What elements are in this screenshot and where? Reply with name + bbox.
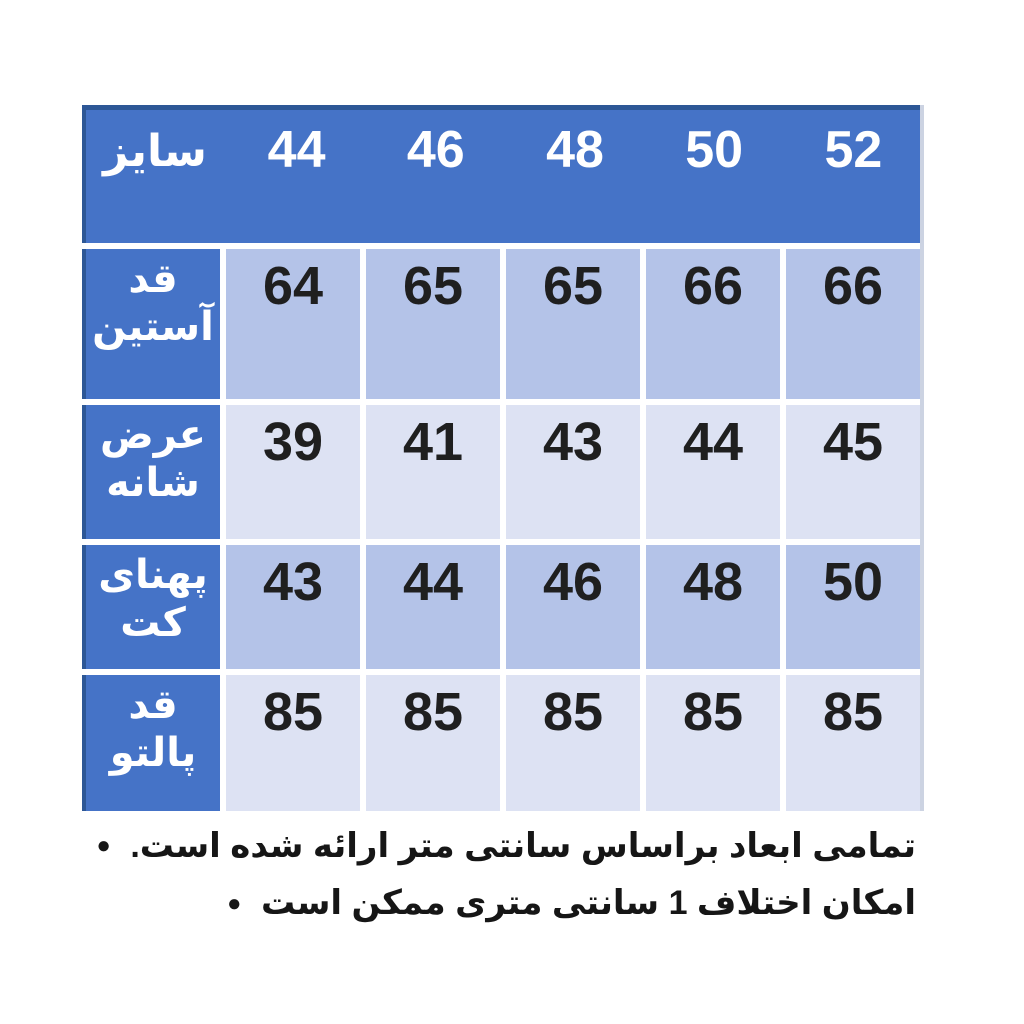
header-size-cell: 52 [824, 121, 883, 179]
data-cell: 46 [506, 545, 640, 669]
header-size-cell: 46 [406, 121, 465, 179]
data-cell: 43 [506, 405, 640, 539]
data-cell: 44 [646, 405, 780, 539]
row-label-sleeve-length: قد آستین [82, 249, 220, 399]
data-cell: 50 [786, 545, 920, 669]
data-cell: 64 [226, 249, 360, 399]
data-cell: 66 [646, 249, 780, 399]
footnotes [82, 824, 916, 938]
header-size-cell: 50 [685, 121, 744, 179]
table-header-row [82, 105, 920, 243]
data-cell: 85 [786, 675, 920, 811]
header-size-cell: 48 [546, 121, 604, 179]
data-cell: 85 [646, 675, 780, 811]
data-cell: 41 [366, 405, 500, 539]
footnote-text: تمامی ابعاد براساس سانتی متر ارائه شده است. [130, 827, 916, 865]
data-cell: 48 [646, 545, 780, 669]
bullet-icon: ● [96, 832, 111, 860]
data-cell: 65 [366, 249, 500, 399]
row-label-coat-length: قد پالتو [82, 675, 220, 811]
data-cell: 66 [786, 249, 920, 399]
data-cell: 45 [786, 405, 920, 539]
data-cell: 85 [226, 675, 360, 811]
data-cell: 44 [366, 545, 500, 669]
header-size-cell: 44 [267, 121, 326, 179]
data-cell: 85 [506, 675, 640, 811]
footnote-tolerance [82, 881, 916, 925]
data-cell: 85 [366, 675, 500, 811]
data-cell: 39 [226, 405, 360, 539]
data-cell: 43 [226, 545, 360, 669]
row-label-coat-width: پهنای کت [82, 545, 220, 669]
data-cell: 65 [506, 249, 640, 399]
bullet-icon: ● [227, 889, 242, 917]
footnote-units [82, 824, 916, 868]
footnote-text: امکان اختلاف 1 سانتی متری ممکن است [260, 884, 916, 923]
header-size-label: سایز [103, 127, 207, 176]
size-table [82, 105, 924, 811]
row-label-shoulder-width: عرض شانه [82, 405, 220, 539]
